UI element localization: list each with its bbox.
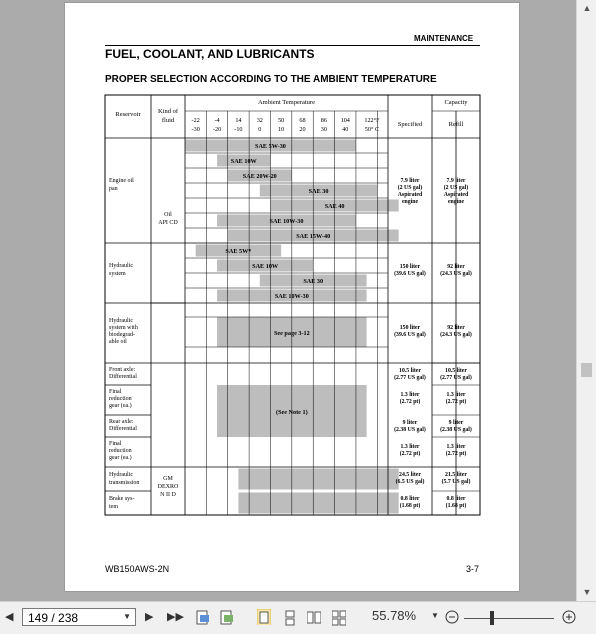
model-number: WB150AWS-2N [105,564,170,574]
zoom-slider-track[interactable] [464,618,554,619]
refill-capacity: 92 liter [447,264,465,270]
specified-capacity: (39.6 US gal) [394,332,426,338]
refill-capacity: (24.3 US gal) [440,271,472,277]
reservoir-label: Differential [109,426,137,432]
reservoir-label: Hydraulic [109,318,133,324]
bar-label: SAE 10W [252,263,279,270]
temperature-c-label: -30 [191,126,200,133]
reservoir-label: tem [109,504,118,510]
bar-label: SAE 10W-30 [274,293,309,300]
capacity-header: Capacity [444,99,468,106]
specified-capacity: (2.72 pt) [399,399,421,405]
reservoir-label: Engine oil [109,178,134,184]
bar-label: SAE 15W-40 [296,233,331,240]
refill-capacity: (2.72 pt) [445,399,467,405]
specified-capacity: (2.77 US gal) [394,375,426,381]
refill-capacity: Aspirated [443,192,469,198]
refill-capacity: (1.68 pt) [445,503,467,509]
section-label: MAINTENANCE [414,34,474,43]
bar-label: SAE 10W-30 [269,218,304,225]
zoom-slider-thumb[interactable] [490,611,494,625]
page-title: FUEL, COOLANT, AND LUBRICANTS [105,47,315,61]
fluid-label: API CD [158,220,178,226]
refill-capacity: 21.5 liter [445,472,467,478]
temperature-f-label: 32 [256,117,263,124]
temperature-f-label: -4 [214,117,220,124]
temperature-range-bar [238,493,398,514]
scrollbar-thumb[interactable] [581,363,592,377]
two-page-view-icon[interactable] [307,610,321,626]
specified-header: Specified [397,121,423,128]
specified-capacity: (2 US gal) [397,185,423,191]
refill-capacity: 1.3 liter [446,392,466,398]
reservoir-label: Front axle: [109,367,136,373]
temperature-c-label: 10 [278,126,285,133]
two-page-continuous-icon[interactable] [332,610,346,626]
bar-label: SAE 5W-30 [255,143,286,150]
refill-header: Refill [448,121,464,128]
reservoir-label: Final [109,441,122,447]
specified-capacity: 150 liter [399,264,421,270]
reservoir-label: Hydraulic [109,263,133,269]
specified-capacity: engine [401,199,419,205]
refill-capacity: 0.8 liter [446,496,466,502]
specified-capacity: (6.5 US gal) [395,479,425,485]
temperature-c-label: 30 [320,126,327,133]
lubricant-table [65,3,521,593]
temperature-f-label: 14 [235,117,242,124]
refill-capacity: (24.3 US gal) [440,332,472,338]
refill-capacity: (5.7 US gal) [441,479,471,485]
reservoir-header: Reservoir [115,111,141,118]
refill-capacity: 7.9 liter [446,178,466,184]
refill-capacity: (2.72 pt) [445,451,467,457]
bar-label: SAE 5W* [225,248,252,255]
vertical-scrollbar[interactable] [576,0,596,601]
kind-of-fluid-header: Kind of [157,108,179,115]
reservoir-label: able oil [109,339,127,345]
scroll-up-arrow-icon[interactable]: ▲ [582,3,592,13]
temperature-f-label: 68 [299,117,306,124]
bar-label: SAE 20W-20 [242,173,277,180]
page-number: 3-7 [466,564,480,574]
specified-capacity: 1.3 liter [400,392,420,398]
refill-capacity: 92 liter [447,325,465,331]
reservoir-label: Final [109,389,122,395]
specified-capacity: (39.6 US gal) [394,271,426,277]
reservoir-label: Rear axle: [109,419,134,425]
zoom-level[interactable]: 55.78% [372,608,417,623]
specified-capacity: 150 liter [399,325,421,331]
page-number-field[interactable] [22,608,136,626]
chevron-down-icon[interactable]: ▼ [123,612,131,621]
temperature-f-label: 86 [320,117,327,124]
bar-label: (See Note 1) [276,409,308,416]
temperature-c-label: -20 [212,126,222,133]
refill-capacity: (2 US gal) [443,185,469,191]
scroll-down-arrow-icon[interactable]: ▼ [582,587,592,597]
temperature-f-label: 122°F [364,117,380,124]
temperature-c-label: 40 [342,126,349,133]
page-indicator: 149 / 238 [28,611,79,625]
refill-capacity: 9 liter [448,420,464,426]
specified-capacity: 1.3 liter [400,444,420,450]
page-subtitle: PROPER SELECTION ACCORDING TO THE AMBIENT TEMPERATURE [105,74,437,85]
specified-capacity: 10.5 liter [399,368,421,374]
specified-capacity: (2.72 pt) [399,451,421,457]
temperature-c-label: 0 [258,126,262,133]
reservoir-label: pan [109,186,118,192]
reservoir-label: gear (ea.) [109,455,132,461]
prev-page-icon[interactable]: ◀ [5,611,14,623]
reservoir-label: system [109,271,126,277]
table-border [105,95,480,515]
last-page-icon[interactable]: ▶▶ [167,611,184,623]
specified-capacity: 9 liter [402,420,418,426]
bar-label: See page 3-12 [273,330,310,337]
refill-capacity: engine [447,199,465,205]
reservoir-label: biodegrad- [109,332,135,338]
temperature-f-label: 50 [278,117,285,124]
refill-capacity: 1.3 liter [446,444,466,450]
bar-label: SAE 10W [230,158,257,165]
zoom-out-icon[interactable] [445,609,459,625]
zoom-dropdown-icon[interactable]: ▼ [431,611,439,620]
specified-capacity: (2.38 US gal) [394,427,426,433]
fluid-label: N II D [160,492,176,498]
zoom-in-icon[interactable] [562,609,576,625]
specified-capacity: Aspirated [397,192,423,198]
temperature-range-bar [238,469,398,490]
refill-capacity: (2.77 US gal) [440,375,472,381]
reservoir-label: transmission [109,480,140,486]
reservoir-label: reduction [109,396,132,402]
reservoir-label: reduction [109,448,132,454]
specified-capacity: (1.68 pt) [399,503,421,509]
reservoir-label: Hydraulic [109,472,133,478]
temperature-c-label: -10 [234,126,243,133]
specified-capacity: 7.9 liter [400,178,420,184]
refill-capacity: 10.5 liter [445,368,467,374]
specified-capacity: 24.5 liter [399,472,421,478]
reservoir-label: system with [109,325,138,331]
temperature-f-label: -22 [191,117,200,124]
reservoir-label: gear (ea.) [109,403,132,409]
bar-label: SAE 30 [303,278,324,285]
continuous-view-icon[interactable] [283,610,297,626]
document-page [64,2,520,592]
fluid-label: Oil [164,212,172,218]
reservoir-label: Differential [109,374,137,380]
bar-label: SAE 40 [324,203,345,210]
refill-capacity: (2.38 US gal) [440,427,472,433]
next-page-icon[interactable]: ▶ [145,611,154,623]
kind-of-fluid-header: fluid [161,117,175,124]
viewer-toolbar [0,601,596,634]
temperature-f-label: 104 [340,117,350,124]
temperature-c-label: 50° C [364,126,380,133]
bar-label: SAE 30 [308,188,329,195]
single-page-view-icon[interactable] [257,609,271,625]
specified-capacity: 0.8 liter [400,496,420,502]
fluid-label: GM [163,476,173,482]
fluid-label: DEXRO [157,484,179,490]
reservoir-label: Brake sys- [109,496,135,502]
temperature-c-label: 20 [299,126,306,133]
insert-page-icon[interactable] [220,610,234,626]
ambient-temperature-header: Ambient Temperature [257,99,316,106]
extract-page-icon[interactable] [196,610,210,626]
